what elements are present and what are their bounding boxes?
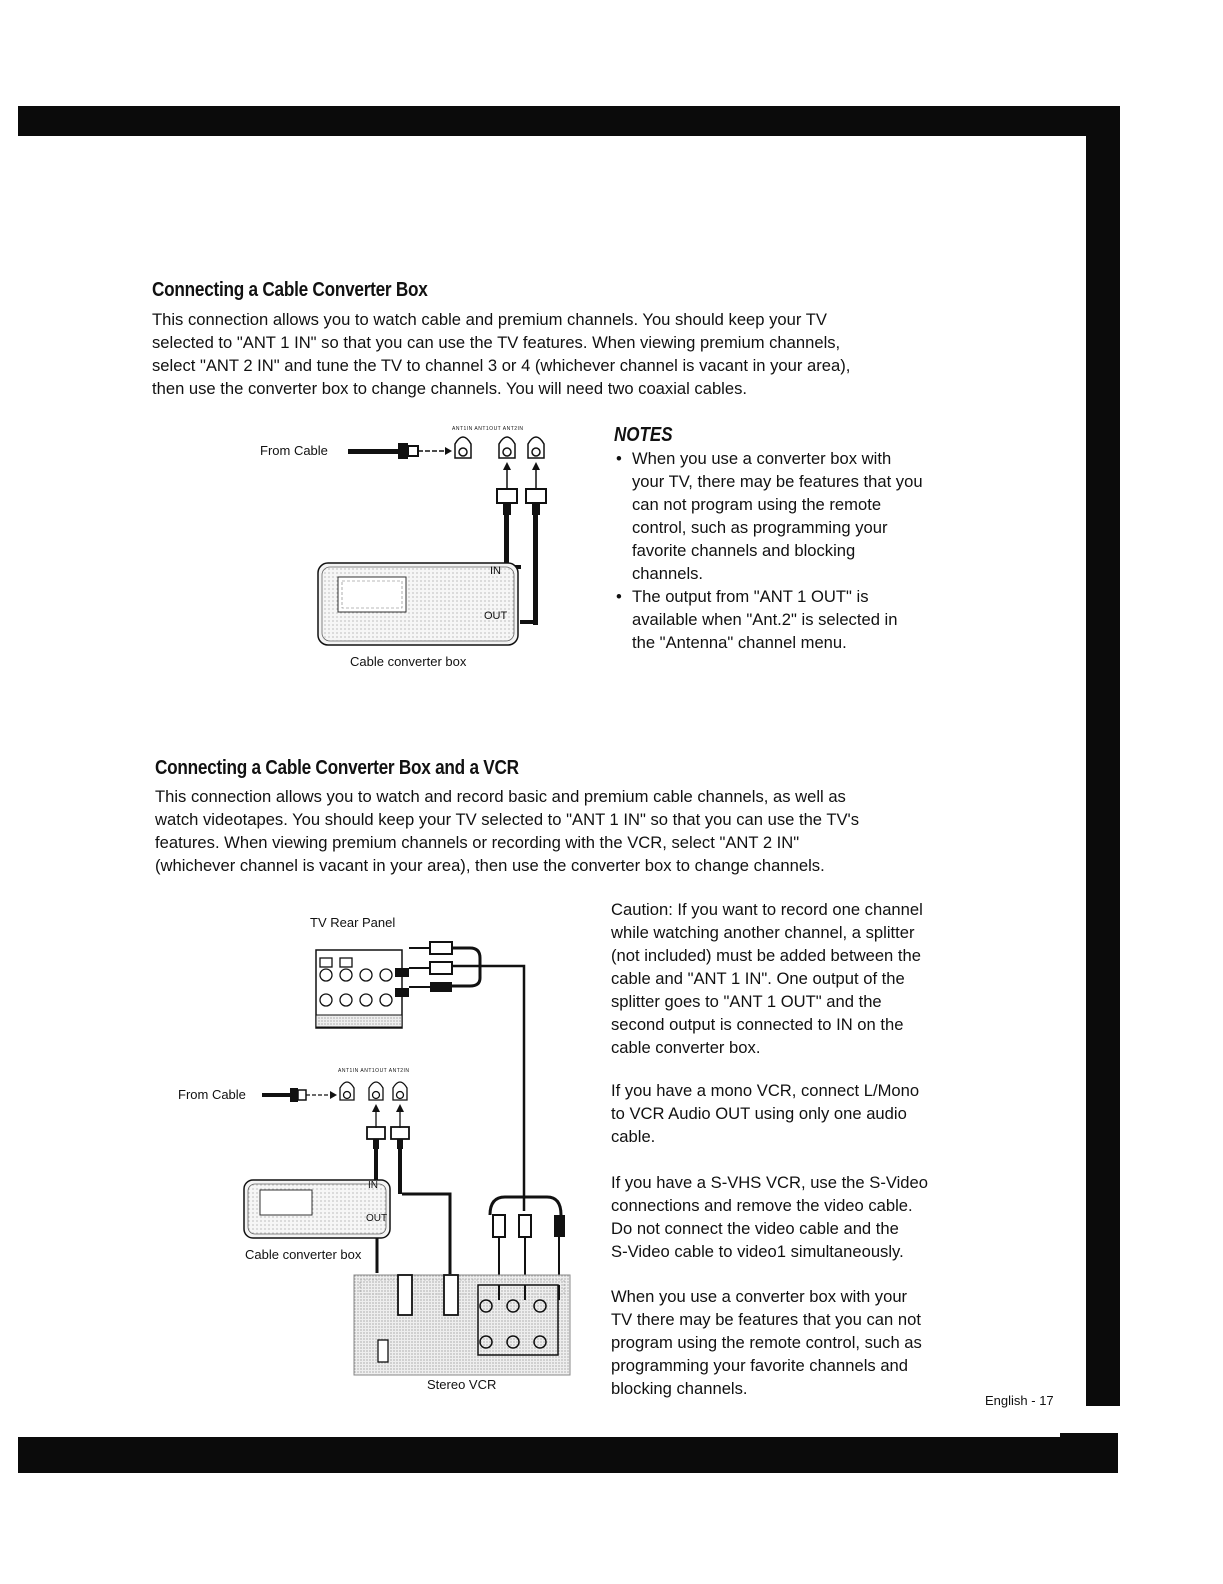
note-line: channels.	[632, 564, 704, 583]
jack-labels-1: ANT1IN ANT1OUT ANT2IN	[452, 426, 524, 432]
in-label-1: IN	[490, 565, 501, 577]
note-line: favorite channels and blocking	[632, 541, 856, 560]
body-line: This connection allows you to watch and record basic and premium cable channels, as well as	[155, 787, 846, 806]
text-line: cable and "ANT 1 IN". One output of the	[611, 969, 905, 988]
text-line: splitter goes to "ANT 1 OUT" and the	[611, 992, 882, 1011]
tv-rear-panel-label: TV Rear Panel	[310, 915, 396, 930]
text-line: cable converter box.	[611, 1038, 761, 1057]
body-line: selected to "ANT 1 IN" so that you can use the TV features. When viewing premium channels,	[152, 333, 841, 352]
note-line: your TV, there may be features that you	[632, 472, 923, 491]
text-line: Do not connect the video cable and the	[611, 1219, 899, 1238]
out-label-2: OUT	[366, 1213, 388, 1224]
notes-heading: NOTES	[614, 424, 673, 446]
text-line: (not included) must be added between the	[611, 946, 921, 965]
vcr-caption: Stereo VCR	[427, 1377, 497, 1392]
body-line: This connection allows you to watch cable and premium channels. You should keep your TV	[152, 310, 827, 329]
text-line: programming your favorite channels and	[611, 1356, 909, 1375]
note-line: available when "Ant.2" is selected in	[632, 610, 898, 629]
mono-vcr-paragraph	[611, 1079, 919, 1148]
text-line: TV there may be features that you can not	[611, 1310, 921, 1329]
note-line: control, such as programming your	[632, 518, 888, 537]
page-number: English - 17	[985, 1393, 1054, 1408]
note-line: can not program using the remote	[632, 495, 882, 514]
body-line: (whichever channel is vacant in your area), then use the converter box to change channels.	[155, 856, 825, 875]
text-line: while watching another channel, a splitter	[611, 923, 915, 942]
in-label-2: IN	[368, 1180, 378, 1191]
body-line: watch videotapes. You should keep your TV selected to "ANT 1 IN" so that you can use the TV's	[155, 810, 860, 829]
text-line: If you have a S-VHS VCR, use the S-Video	[611, 1173, 928, 1192]
text-line: blocking channels.	[611, 1379, 748, 1398]
body-line: select "ANT 2 IN" and tune the TV to channel 3 or 4 (whichever channel is vacant in your area),	[152, 356, 851, 375]
text-line: second output is connected to IN on the	[611, 1015, 904, 1034]
from-cable-label-2: From Cable	[178, 1087, 246, 1102]
caution-paragraph	[611, 898, 923, 1059]
note-line: • When you use a converter box with	[632, 449, 892, 468]
text-line: If you have a mono VCR, connect L/Mono	[611, 1081, 920, 1100]
text-line: S-Video cable to video1 simultaneously.	[611, 1242, 904, 1261]
text-line: program using the remote control, such as	[611, 1333, 922, 1352]
section2-heading: Connecting a Cable Converter Box and a VCR	[155, 757, 519, 779]
svhs-paragraph	[611, 1171, 928, 1263]
body-line: then use the converter box to change channels. You will need two coaxial cables.	[152, 379, 748, 398]
note-line: • The output from "ANT 1 OUT" is	[632, 587, 869, 606]
text-line: When you use a converter box with your	[611, 1287, 908, 1306]
text-line: cable.	[611, 1127, 656, 1146]
converter-note-paragraph	[611, 1285, 922, 1400]
jack-labels-2: ANT1IN ANT1OUT ANT2IN	[338, 1068, 410, 1074]
text-line: to VCR Audio OUT using only one audio	[611, 1104, 907, 1123]
note-line: the "Antenna" channel menu.	[632, 633, 847, 652]
text-line: connections and remove the video cable.	[611, 1196, 913, 1215]
from-cable-label-1: From Cable	[260, 443, 328, 458]
text-line: Caution: If you want to record one channel	[611, 900, 923, 919]
converter-caption-1: Cable converter box	[350, 654, 467, 669]
out-label-1: OUT	[484, 610, 508, 622]
body-line: features. When viewing premium channels or recording with the VCR, select "ANT 2 IN"	[155, 833, 800, 852]
converter-caption-2: Cable converter box	[245, 1247, 362, 1262]
section1-heading: Connecting a Cable Converter Box	[152, 279, 428, 301]
